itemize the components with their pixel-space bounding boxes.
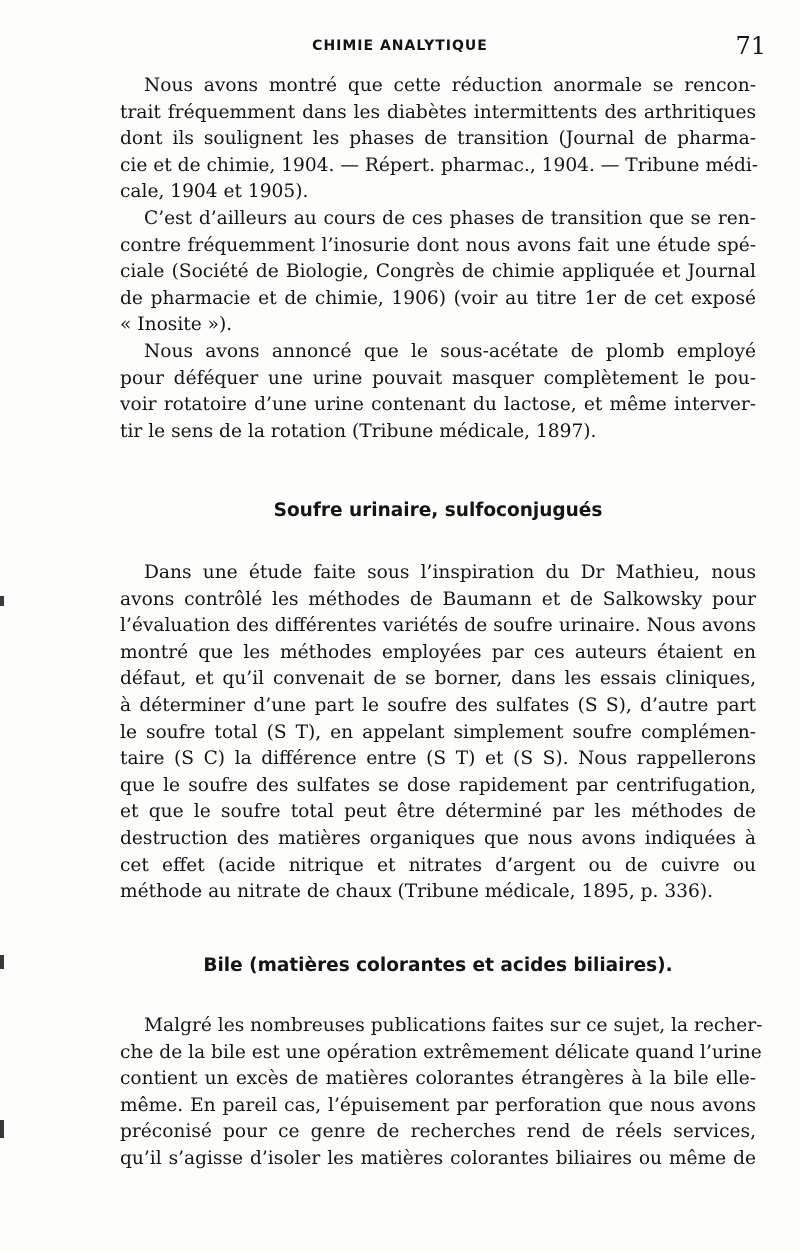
text-line: cale, 1904 et 1905). (120, 181, 309, 203)
text-line: l’évaluation des différentes variétés de soufre urinaire. Nous avons (120, 615, 756, 637)
text-line: contre fréquemment l’inosurie dont nous avons fait une étude spé- (120, 234, 756, 256)
text-line: préconisé pour ce genre de recherches rend de réels services, (120, 1121, 756, 1143)
text-line: contient un excès de matières colorantes étrangères à la bile elle- (120, 1068, 756, 1090)
intro-text-block (120, 73, 759, 445)
text-line: taire (S C) la différence entre (S T) et (S S). Nous rappellerons (120, 748, 756, 770)
text-line: destruction des matières organiques que nous avons indiquées à (120, 827, 756, 849)
text-line: et que le soufre total peut être déterminé par les méthodes de (120, 801, 756, 823)
text-line: qu’il s’agisse d’isoler les matières colorantes biliaires ou même de (120, 1147, 756, 1169)
text-line: trait fréquemment dans les diabètes intermittents des arthritiques (120, 101, 756, 123)
text-line: dont ils soulignent les phases de transition (Journal de pharma- (120, 128, 756, 150)
page-edge-mark (0, 596, 4, 606)
text-line: montré que les méthodes employées par ces auteurs étaient en (120, 641, 756, 663)
text-line: voir rotatoire d’une urine contenant du lactose, et même interver- (120, 394, 756, 416)
text-line: Dans une étude faite sous l’inspiration du Dr Mathieu, nous (144, 562, 756, 583)
text-line: même. En pareil cas, l’épuisement par perforation que nous avons (120, 1094, 756, 1116)
text-line: che de la bile est une opération extrêmement délicate quand l’urine (120, 1041, 762, 1063)
soufre-text-block (120, 560, 756, 906)
running-head: CHIMIE ANALYTIQUE (312, 38, 488, 54)
section-title-soufre: Soufre urinaire, sulfoconjugués (273, 500, 603, 521)
text-line: tir le sens de la rotation (Tribune médicale, 1897). (120, 420, 597, 442)
text-line: Nous avons annoncé que le sous-acétate de plomb employé (144, 340, 756, 362)
text-line: Nous avons montré que cette réduction anormale se rencon- (144, 75, 756, 96)
bile-text-block (120, 1013, 763, 1173)
text-line: pour déféquer une urine pouvait masquer complètement le pou- (120, 367, 756, 389)
text-line: méthode au nitrate de chaux (Tribune médicale, 1895, p. 336). (120, 881, 714, 903)
text-line: « Inosite »). (120, 314, 233, 336)
text-line: que le soufre des sulfates se dose rapidement par centrifugation, (120, 774, 756, 796)
page-edge-mark (0, 955, 4, 969)
section-title-bile: Bile (matières colorantes et acides biliaires). (203, 955, 673, 976)
text-line: défaut, et qu’il convenait de se borner, dans les essais cliniques, (120, 668, 756, 690)
text-line: avons contrôlé les méthodes de Baumann et de Salkowsky pour (120, 588, 756, 610)
text-line: cie et de chimie, 1904. — Répert. pharmac., 1904. — Tribune médi- (120, 154, 759, 176)
text-line: à déterminer d’une part le soufre des sulfates (S S), d’autre part (120, 694, 756, 716)
text-line: cet effet (acide nitrique et nitrates d’argent ou de cuivre ou (120, 854, 756, 876)
text-line: ciale (Société de Biologie, Congrès de chimie appliquée et Journal (120, 261, 756, 283)
text-line: Malgré les nombreuses publications faites sur ce sujet, la recher- (144, 1015, 763, 1036)
text-line: le soufre total (S T), en appelant simplement soufre complémen- (120, 721, 756, 743)
page-edge-mark (0, 1120, 4, 1138)
page-number: 71 (735, 32, 766, 60)
text-line: de pharmacie et de chimie, 1906) (voir au titre 1er de cet exposé (120, 287, 756, 309)
text-line: C’est d’ailleurs au cours de ces phases de transition que se ren- (144, 207, 756, 229)
